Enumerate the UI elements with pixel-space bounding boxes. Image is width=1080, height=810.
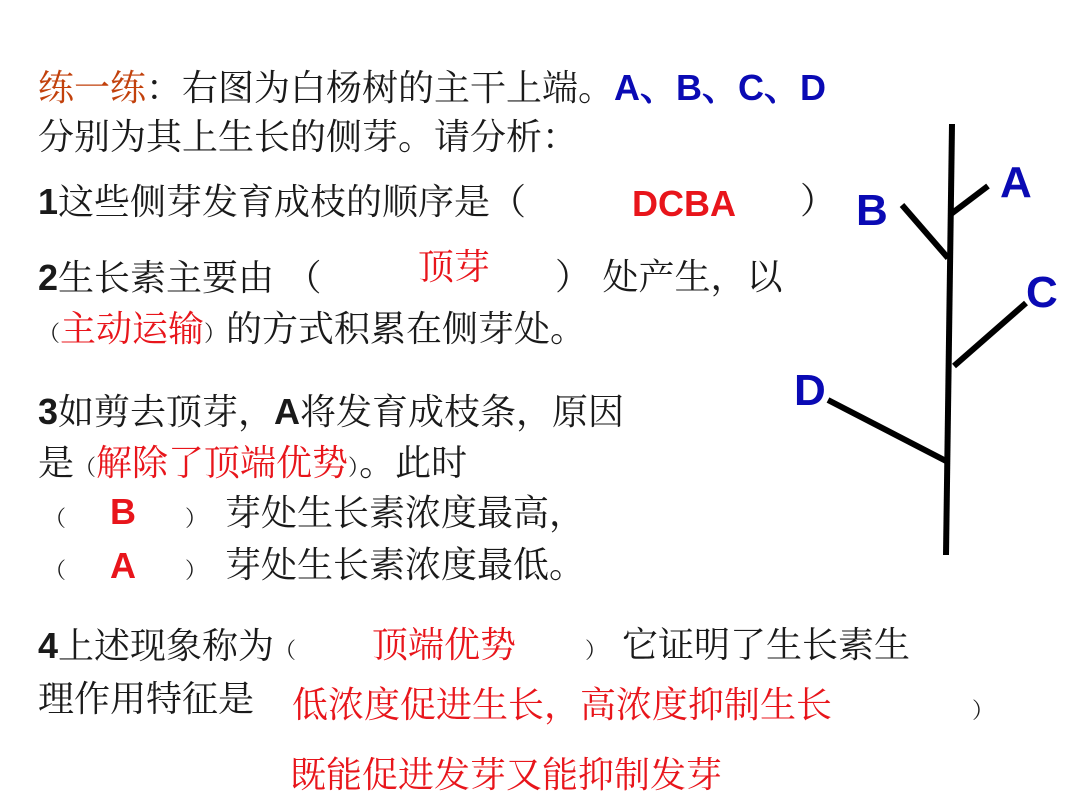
question-4-text-c: 理作用特征是 — [38, 679, 255, 720]
bud-label-a: A — [1000, 158, 1032, 207]
question-3-text-b: 将发育成枝条，原因 — [300, 392, 625, 433]
tree-trunk — [946, 124, 952, 555]
question-3-row1-text: 芽处生长素浓度最高， — [225, 493, 586, 534]
question-4-answer-b: 低浓度促进生长，高浓度抑制生长 — [292, 685, 833, 726]
question-2-number: 2 — [38, 257, 59, 298]
question-3-open-paren: （ — [74, 456, 97, 481]
bud-label-c: C — [1026, 268, 1058, 317]
question-2-answer-b: 主动运输 — [60, 309, 205, 350]
question-4-number: 4 — [38, 625, 59, 666]
question-1-close-paren: ） — [800, 181, 837, 222]
question-3-letter: A — [274, 391, 301, 432]
question-3-row1-open-paren: （ — [44, 507, 67, 532]
question-1-text: 这些侧芽发育成枝的顺序是（ — [58, 182, 527, 223]
question-1-number: 1 — [38, 181, 59, 222]
question-2-text-c: 的方式积累在侧芽处。 — [226, 309, 587, 350]
question-2-text-a: 生长素主要由 （ — [58, 258, 322, 299]
question-2-open-paren: （ — [38, 322, 61, 347]
question-4-answer-c: 既能促进发芽又能抑制发芽 — [290, 755, 723, 796]
question-2-text-b: ） 处产生，以 — [555, 257, 783, 298]
question-4-open-paren: （ — [274, 639, 297, 664]
question-4-text-a: 上述现象称为 — [58, 626, 275, 667]
question-3-number: 3 — [38, 391, 59, 432]
question-3-row2-close-paren: ） — [185, 559, 208, 584]
question-3-text-c: 是 — [38, 443, 75, 484]
question-3-row2-open-paren: （ — [44, 559, 67, 584]
question-3-answer-a: 解除了顶端优势 — [96, 443, 349, 484]
question-3-text-a: 如剪去顶芽， — [58, 392, 275, 433]
exercise-bud-letters: A、B、C、D — [614, 67, 827, 108]
question-3-text-d: 。此时 — [359, 443, 468, 484]
question-2-close-paren: ） — [204, 322, 227, 347]
question-3-row2-text: 芽处生长素浓度最低。 — [225, 545, 586, 586]
branch-d — [828, 400, 948, 462]
question-4-text-b: 它证明了生长素生 — [622, 625, 911, 666]
exercise-title: 练一练 — [38, 68, 147, 109]
branch-a — [951, 186, 988, 214]
branch-b — [902, 205, 948, 258]
question-3-row1-close-paren: ） — [185, 507, 208, 532]
question-3-close-paren: ） — [348, 456, 360, 481]
question-4-close-paren: ） — [585, 639, 608, 664]
question-3-row1-answer: B — [110, 491, 136, 532]
question-4-answer-a: 顶端优势 — [372, 625, 517, 666]
question-1-answer: DCBA — [632, 183, 736, 224]
bud-label-d: D — [794, 366, 826, 415]
question-4-close-paren-b: ） — [972, 699, 995, 724]
exercise-line-2: 分别为其上生长的侧芽。请分析： — [38, 117, 579, 158]
exercise-intro: 右图为白杨树的主干上端。 — [182, 68, 615, 109]
branch-c — [954, 303, 1026, 366]
question-2-answer-a: 顶芽 — [418, 247, 491, 288]
exercise-colon: ： — [146, 68, 183, 109]
bud-label-b: B — [856, 186, 888, 235]
question-3-row2-answer: A — [110, 545, 136, 586]
